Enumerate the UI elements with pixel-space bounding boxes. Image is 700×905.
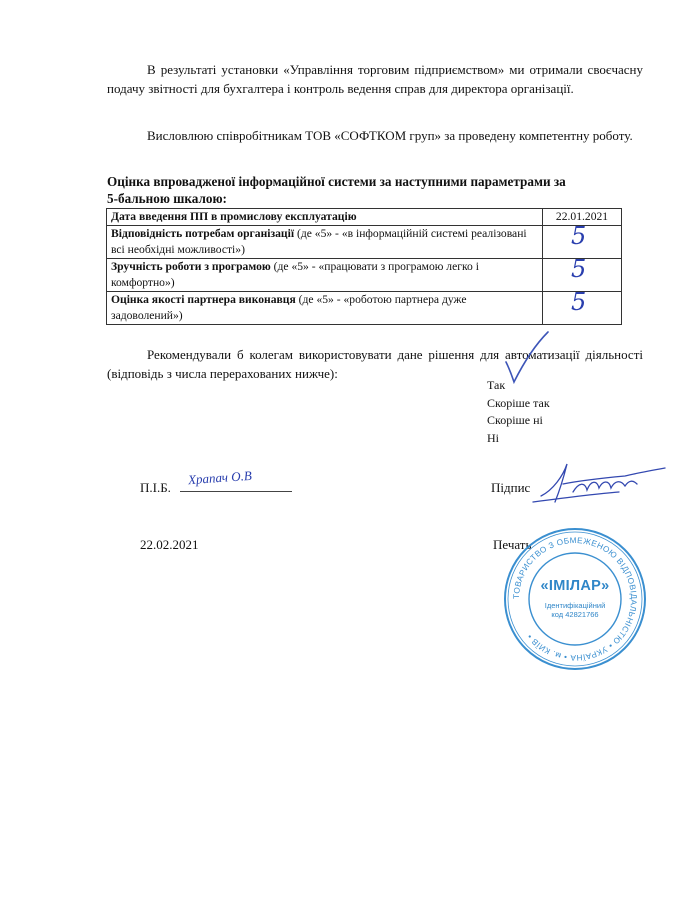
table-cell-criterion [107, 226, 543, 259]
table-cell-value [543, 288, 622, 325]
evaluation-table [106, 208, 622, 325]
option-rather-no: Скоріше ні [487, 413, 543, 427]
stamp-ring-text: ТОВАРИСТВО З ОБМЕЖЕНОЮ ВІДПОВІДАЛЬНІСТЮ • УКРАЇНА • м. КИЇВ • [511, 535, 639, 663]
pib-label: П.І.Б. [140, 480, 171, 495]
table-cell-criterion [107, 292, 543, 325]
check-mark-icon [500, 330, 560, 390]
signature-label: Підпис [491, 480, 531, 495]
table-row [107, 292, 622, 325]
handwritten-score: 5 [571, 222, 587, 250]
evaluation-title [107, 173, 627, 207]
criterion-description: (де «5» - «в інформаційній системі реалізовані всі необхідні можливості») [111, 227, 527, 256]
stamp-seal-icon [503, 527, 647, 671]
signature-scribble [533, 458, 673, 508]
criterion-label: Оцінка якості партнера виконавця [111, 293, 296, 306]
option-yes: Так [487, 378, 506, 392]
stamp-code-line-2: код 42821766 [551, 610, 599, 619]
evaluation-title-line-1: Оцінка впровадженої інформаційної системи за наступними параметрами за [107, 174, 566, 189]
table-cell-criterion [107, 259, 543, 292]
stamp-label: Печать [493, 537, 532, 552]
criterion-description: (де «5» - «працювати з програмою легко і комфортно») [111, 260, 479, 289]
criterion-label: Відповідність потребам організації [111, 227, 295, 240]
intro-paragraph-1: В результаті установки «Управління торговим підприємством» ми отримали своєчасну подачу звітності для бухгалтера і контроль ведення справ для директора організації. [107, 62, 643, 96]
evaluation-title-line-2: 5-бальною шкалою: [107, 191, 227, 206]
table-row [107, 226, 622, 259]
stamp-code [503, 601, 647, 619]
table-row [107, 259, 622, 292]
pib-handwritten-name: Храпач О.В [187, 467, 253, 488]
document-date: 22.02.2021 [140, 537, 199, 552]
company-stamp [503, 527, 647, 671]
criterion-description: (де «5» - «роботою партнера дуже задоволений») [111, 293, 467, 322]
table-cell-value: 22.01.2021 [543, 209, 622, 226]
table-cell-value [543, 255, 622, 292]
handwritten-score: 5 [571, 288, 587, 316]
svg-text:ТОВАРИСТВО З ОБМЕЖЕНОЮ ВІДПОВІ [512, 536, 638, 663]
handwritten-score: 5 [571, 255, 587, 283]
stamp-company-name: «ІМІЛАР» [540, 578, 610, 594]
table-cell-criterion [107, 209, 543, 226]
pib-underline [180, 491, 292, 492]
option-no: Ні [487, 430, 499, 445]
intro-paragraph-2: Висловлюю співробітникам ТОВ «СОФТКОМ груп» за проведену компетентну роботу. [147, 128, 633, 143]
criterion-label: Зручність роботи з програмою [111, 260, 271, 273]
table-row [107, 209, 622, 226]
table-cell-value [543, 222, 622, 259]
criterion-label: Дата введення ПП в промислову експлуатацію [111, 210, 357, 223]
recommendation-text: Рекомендували б колегам використовувати дане рішення для автоматизації діяльності (відповідь з числа перерахованих нижче): [107, 347, 643, 381]
stamp-code-line-1: Ідентифікаційний [544, 601, 606, 610]
option-rather-yes: Скоріше так [487, 395, 550, 410]
